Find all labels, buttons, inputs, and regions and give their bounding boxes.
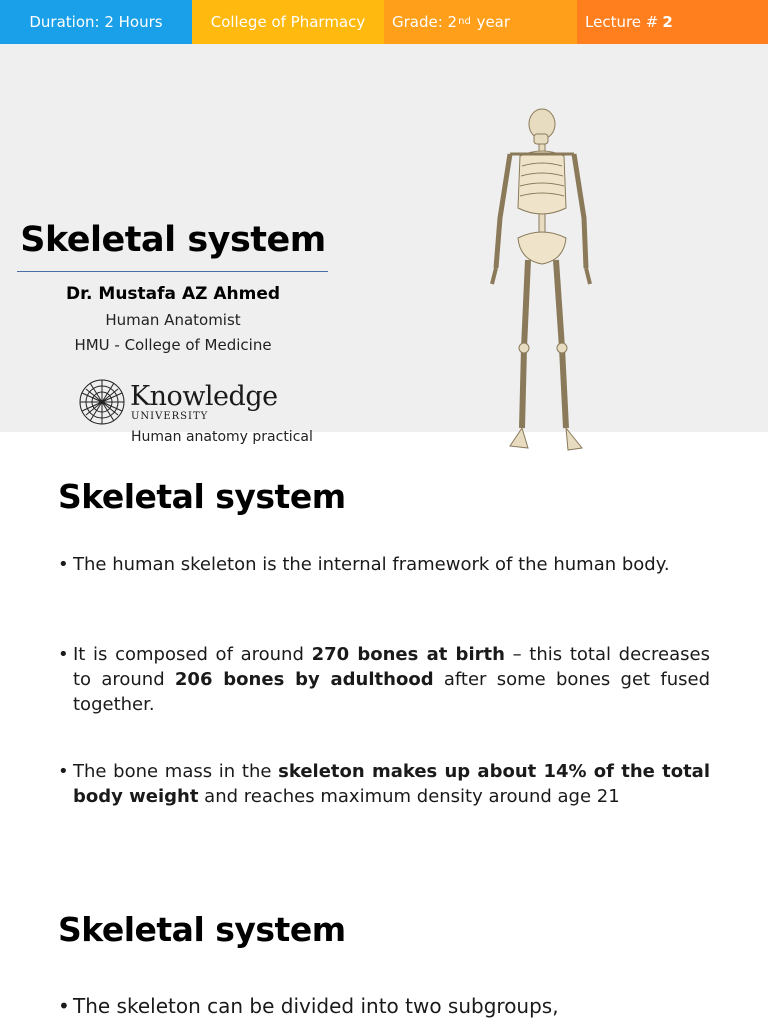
university-logo bbox=[78, 377, 278, 427]
bullet-emphasis: 270 bones at birth bbox=[311, 644, 505, 665]
bullet-text-part: It is composed of around bbox=[73, 644, 312, 665]
author-role: Human Anatomist bbox=[105, 311, 241, 329]
bullet-text bbox=[73, 642, 710, 717]
bullet-item bbox=[58, 994, 710, 1019]
bullet-text-part: The bone mass in the bbox=[73, 761, 279, 782]
lecture-number: 2 bbox=[662, 13, 673, 31]
bullet-emphasis: skeleton makes up about 14% of the total body weight bbox=[73, 761, 710, 807]
slide-title: Skeletal system bbox=[20, 220, 326, 260]
logo-subtitle: UNIVERSITY bbox=[131, 411, 209, 422]
bullet-text-part: after some bones get fused together. bbox=[73, 669, 711, 715]
author-name: Dr. Mustafa AZ Ahmed bbox=[65, 284, 281, 304]
author-institution: HMU - College of Medicine bbox=[74, 336, 272, 354]
bullet-item bbox=[58, 759, 710, 809]
lecture-label: Lecture # bbox=[585, 13, 659, 31]
section-heading: Skeletal system bbox=[58, 477, 346, 516]
bullet-text-part: and reaches maximum density around age 21 bbox=[198, 786, 620, 807]
section-heading: Skeletal system bbox=[58, 910, 346, 949]
bullet-item bbox=[58, 642, 710, 717]
grade-suffix: year bbox=[476, 13, 511, 31]
bullet-text bbox=[73, 759, 710, 809]
bullet-marker: • bbox=[58, 761, 69, 782]
college-segment bbox=[192, 0, 384, 44]
logo-wordmark: Knowledge bbox=[130, 381, 278, 412]
skeleton-illustration bbox=[482, 108, 604, 454]
grade-superscript: nd bbox=[458, 15, 471, 27]
bullet-marker: • bbox=[58, 554, 69, 575]
bullet-text: The skeleton can be divided into two subgroups, bbox=[73, 994, 559, 1018]
grade-text: Grade: 2 bbox=[392, 13, 458, 31]
duration-segment bbox=[0, 0, 192, 44]
bullet-marker: • bbox=[58, 994, 70, 1018]
bullet-emphasis: 206 bones by adulthood bbox=[174, 669, 434, 690]
bullet-text-part: – this total decreases to around bbox=[73, 644, 710, 690]
bullet-item bbox=[58, 552, 710, 577]
logo-tagline: Human anatomy practical bbox=[131, 429, 313, 445]
lecture-segment bbox=[577, 0, 768, 44]
content-slide bbox=[0, 432, 768, 1024]
brain-icon bbox=[78, 377, 126, 427]
title-slide bbox=[0, 44, 768, 445]
bullet-marker: • bbox=[58, 644, 69, 665]
title-underline bbox=[17, 271, 328, 272]
grade-segment bbox=[384, 0, 577, 44]
duration-text: Duration: 2 Hours bbox=[29, 13, 163, 31]
college-text: College of Pharmacy bbox=[210, 13, 366, 31]
bullet-text: The human skeleton is the internal framework of the human body. bbox=[73, 554, 670, 575]
info-bar bbox=[0, 0, 768, 44]
